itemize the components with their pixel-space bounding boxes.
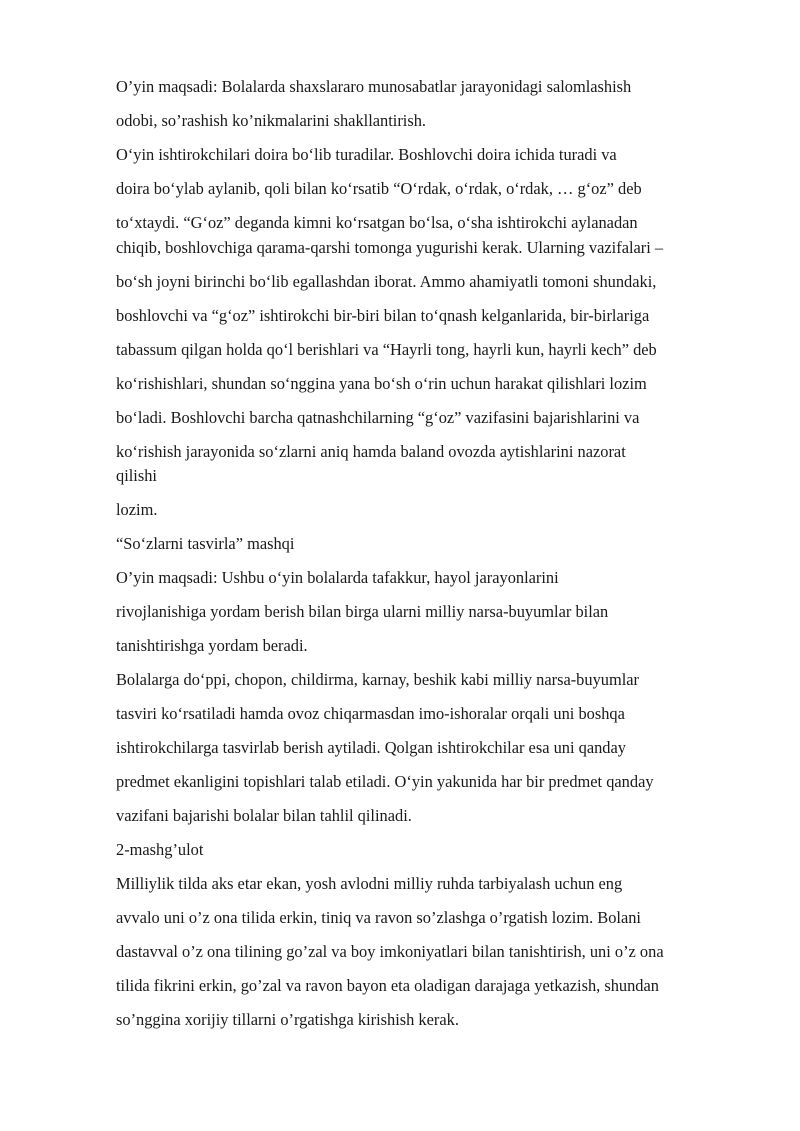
text-line: dastavval o’z ona tilining go’zal va boy imkoniyatlari bilan tanishtirish, uni o’z ona — [116, 942, 664, 961]
text-line: predmet ekanligini topishlari talab etiladi. O‘yin yakunida har bir predmet qanday — [116, 772, 654, 791]
text-line: ko‘rishish jarayonida so‘zlarni aniq hamda baland ovozda aytishlarini nazorat — [116, 442, 626, 461]
text-line: to‘xtaydi. “G‘oz” deganda kimni ko‘rsatgan bo‘lsa, o‘sha ishtirokchi aylanadan — [116, 213, 638, 232]
text-line: tasviri ko‘rsatiladi hamda ovoz chiqarmasdan imo-ishoralar orqali uni boshqa — [116, 704, 625, 723]
text-line: Milliylik tilda aks etar ekan, yosh avlodni milliy ruhda tarbiyalash uchun eng — [116, 874, 623, 893]
text-line: odobi, so’rashish ko’nikmalarini shakllantirish. — [116, 111, 427, 130]
text-line: vazifani bajarishi bolalar bilan tahlil qilinadi. — [116, 806, 412, 825]
text-line: bo‘ladi. Boshlovchi barcha qatnashchilarning “g‘oz” vazifasini bajarishlarini va — [116, 408, 640, 427]
text-line: O’yin maqsadi: Ushbu o‘yin bolalarda tafakkur, hayol jarayonlarini — [116, 568, 559, 587]
text-line: avvalo uni o’z ona tilida erkin, tiniq va ravon so’zlashga o’rgatish lozim. Bolani — [116, 908, 641, 927]
text-line: tabassum qilgan holda qo‘l berishlari va “Hayrli tong, hayrli kun, hayrli kech” deb — [116, 340, 657, 359]
text-line: O‘yin ishtirokchilari doira bo‘lib turadilar. Boshlovchi doira ichida turadi va — [116, 145, 617, 164]
text-line: boshlovchi va “g‘oz” ishtirokchi bir-biri bilan to‘qnash kelganlarida, bir-birlariga — [116, 306, 650, 325]
text-line: doira bo‘ylab aylanib, qoli bilan ko‘rsatib “O‘rdak, o‘rdak, o‘rdak, … g‘oz” deb — [116, 179, 642, 198]
text-line: O’yin maqsadi: Bolalarda shaxslararo munosabatlar jarayonidagi salomlashish — [116, 77, 632, 96]
text-line: tilida fikrini erkin, go’zal va ravon bayon eta oladigan darajaga yetkazish, shundan — [116, 976, 659, 995]
text-line: ishtirokchilarga tasvirlab berish aytiladi. Qolgan ishtirokchilar esa uni qanday — [116, 738, 626, 757]
text-line: lozim. — [116, 500, 158, 519]
text-line: qilishi — [116, 466, 157, 485]
section-heading: 2-mashg’ulot — [116, 840, 204, 859]
text-line: bo‘sh joyni birinchi bo‘lib egallashdan iborat. Ammo ahamiyatli tomoni shundaki, — [116, 272, 657, 291]
section-heading: “So‘zlarni tasvirla” mashqi — [116, 534, 295, 553]
text-line: tanishtirishga yordam beradi. — [116, 636, 308, 655]
text-line: so’nggina xorijiy tillarni o’rgatishga kirishish kerak. — [116, 1010, 459, 1029]
text-line: chiqib, boshlovchiga qarama-qarshi tomonga yugurishi kerak. Ularning vazifalari – — [116, 238, 664, 257]
text-line: rivojlanishiga yordam berish bilan birga ularni milliy narsa-buyumlar bilan — [116, 602, 609, 621]
text-line: ko‘rishishlari, shundan so‘nggina yana bo‘sh o‘rin uchun harakat qilishlari lozim — [116, 374, 647, 393]
text-line: Bolalarga do‘ppi, chopon, childirma, karnay, beshik kabi milliy narsa-buyumlar — [116, 670, 640, 689]
